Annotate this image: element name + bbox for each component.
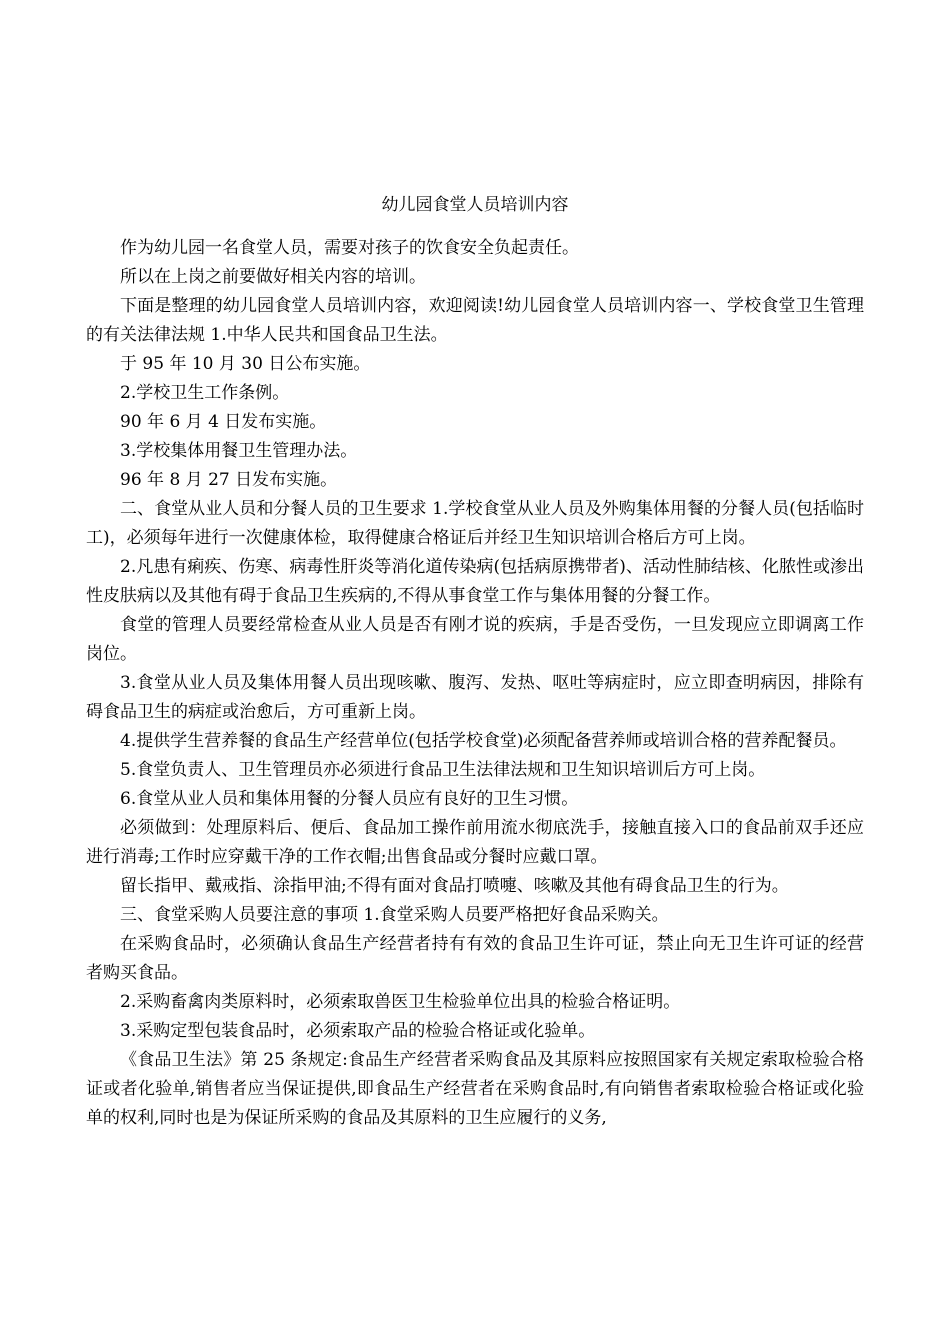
paragraph: 96 年 8 月 27 日发布实施。 — [120, 470, 338, 490]
paragraph: 3.采购定型包装食品时，必须索取产品的检验合格证或化验单。 — [120, 1021, 596, 1041]
paragraph: 2.凡患有痢疾、伤寒、病毒性肝炎等消化道传染病(包括病原携带者)、活动性肺结核、化脓性或渗出性皮肤病以及其他有碍于食品卫生疾病的,不得从事食堂工作与集体用餐的分餐工作。 — [86, 557, 864, 606]
paragraph: 所以在上岗之前要做好相关内容的培训。 — [120, 267, 426, 287]
paragraph: 留长指甲、戴戒指、涂指甲油;不得有面对食品打喷嚏、咳嗽及其他有碍食品卫生的行为。 — [120, 876, 789, 896]
paragraph: 必须做到：处理原料后、便后、食品加工操作前用流水彻底洗手，接触直接入口的食品前双手还应进行消毒;工作时应穿戴干净的工作衣帽;出售食品或分餐时应戴口罩。 — [86, 818, 864, 867]
paragraph: 三、食堂采购人员要注意的事项 1.食堂采购人员要严格把好食品采购关。 — [120, 905, 669, 925]
paragraph: 下面是整理的幼儿园食堂人员培训内容，欢迎阅读!幼儿园食堂人员培训内容一、学校食堂卫生管理的有关法律法规 1.中华人民共和国食品卫生法。 — [86, 296, 864, 345]
paragraph: 作为幼儿园一名食堂人员，需要对孩子的饮食安全负起责任。 — [120, 238, 579, 258]
paragraph: 4.提供学生营养餐的食品生产经营单位(包括学校食堂)必须配备营养师或培训合格的营养配餐员。 — [120, 731, 847, 751]
paragraph: 在采购食品时，必须确认食品生产经营者持有有效的食品卫生许可证，禁止向无卫生许可证的经营者购买食品。 — [86, 934, 864, 983]
document-title: 幼儿园食堂人员培训内容 — [381, 195, 569, 215]
paragraph: 《食品卫生法》第 25 条规定:食品生产经营者采购食品及其原料应按照国家有关规定索取检验合格证或者化验单,销售者应当保证提供,即食品生产经营者在采购食品时,有向销售者索取检验合格证或化验单的权利,同时也是为保证所采购的食品及其原料的卫生应履行的义务, — [86, 1050, 864, 1128]
paragraph: 6.食堂从业人员和集体用餐的分餐人员应有良好的卫生习惯。 — [120, 789, 579, 809]
paragraph: 2.学校卫生工作条例。 — [120, 383, 290, 403]
document-body — [86, 234, 864, 1133]
paragraph: 3.食堂从业人员及集体用餐人员出现咳嗽、腹泻、发热、呕吐等病症时，应立即查明病因，排除有碍食品卫生的病症或治愈后，方可重新上岗。 — [86, 673, 864, 722]
paragraph: 2.采购畜禽肉类原料时，必须索取兽医卫生检验单位出具的检验合格证明。 — [120, 992, 681, 1012]
paragraph: 二、食堂从业人员和分餐人员的卫生要求 1.学校食堂从业人员及外购集体用餐的分餐人员(包括临时工)，必须每年进行一次健康体检，取得健康合格证后并经卫生知识培训合格后方可上岗。 — [86, 499, 864, 548]
paragraph: 食堂的管理人员要经常检查从业人员是否有刚才说的疾病，手是否受伤，一旦发现应立即调离工作岗位。 — [86, 615, 864, 664]
paragraph: 5.食堂负责人、卫生管理员亦必须进行食品卫生法律法规和卫生知识培训后方可上岗。 — [120, 760, 766, 780]
paragraph: 于 95 年 10 月 30 日公布实施。 — [120, 354, 371, 374]
paragraph: 90 年 6 月 4 日发布实施。 — [120, 412, 327, 432]
paragraph: 3.学校集体用餐卫生管理办法。 — [120, 441, 358, 461]
